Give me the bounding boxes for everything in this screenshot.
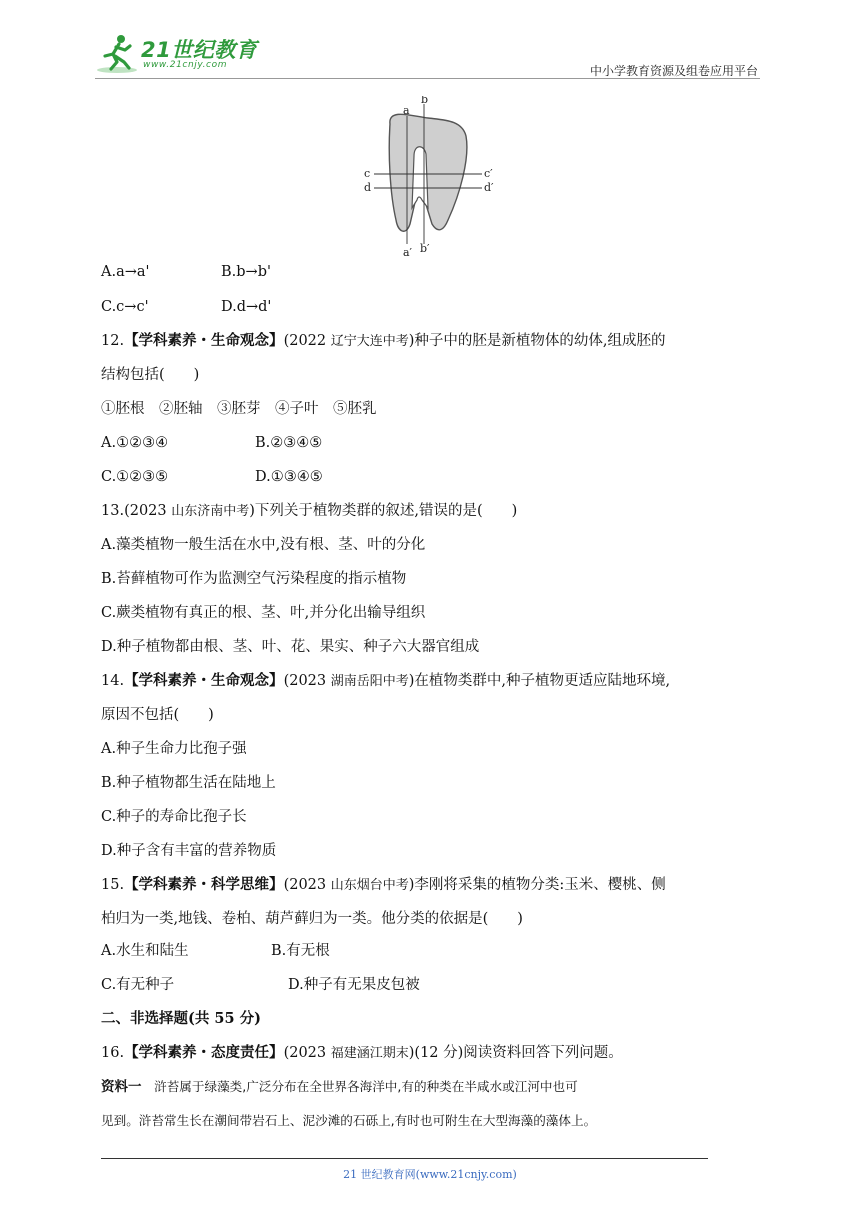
- q12-options-row2: [101, 467, 323, 487]
- label-c: c: [364, 167, 371, 180]
- q14-source-open: (2023: [283, 673, 331, 689]
- q14-option-d[interactable]: D.种子含有丰富的营养物质: [101, 843, 277, 859]
- label-b-prime: b′: [420, 242, 430, 255]
- q16-source-close: ): [408, 1045, 415, 1061]
- q14-stem-line2: 原因不包括( ): [101, 707, 214, 723]
- running-figure-icon: [95, 32, 141, 76]
- q15-stem: 李刚将采集的植物分类:玉米、樱桃、侧: [414, 877, 666, 893]
- q14-tag: 【学科素养・生命观念】: [124, 672, 284, 689]
- q12-source: 辽宁大连中考: [330, 334, 409, 349]
- q15-options-row1: [101, 941, 330, 961]
- q14-source-close: ): [408, 673, 415, 689]
- q13-stem: [101, 501, 517, 522]
- q16-source: 福建涵江期末: [330, 1046, 409, 1061]
- q13-number: 13.: [101, 503, 125, 519]
- pulp-cavity: [412, 147, 428, 208]
- label-c-prime: c′: [484, 167, 493, 180]
- q11-options-row2: [101, 297, 271, 317]
- q12-option-b[interactable]: B.②③④⑤: [255, 435, 323, 451]
- q11-option-a[interactable]: A.a→a': [101, 264, 150, 280]
- q16-material-label: 资料一: [101, 1079, 142, 1095]
- logo-text: 21世纪教育: [141, 38, 258, 62]
- footer-text[interactable]: 21 世纪教育网(www.21cnjy.com): [343, 1168, 517, 1181]
- q15-number: 15.: [101, 877, 125, 893]
- label-a: a: [403, 104, 410, 117]
- q15-option-a[interactable]: A.水生和陆生: [101, 943, 189, 959]
- footer-divider: [101, 1158, 708, 1159]
- q12-source-open: (2022: [283, 333, 331, 349]
- q13-option-d[interactable]: D.种子植物都由根、茎、叶、花、果实、种子六大器官组成: [101, 639, 480, 655]
- q11-option-d[interactable]: D.d→d': [221, 299, 272, 315]
- q14-source: 湖南岳阳中考: [330, 674, 409, 689]
- q11-options-row1: [101, 262, 271, 282]
- q15-option-d[interactable]: D.种子有无果皮包被: [288, 977, 420, 993]
- q16-stem-text: (12 分)阅读资料回答下列问题。: [414, 1045, 623, 1061]
- page-header: [95, 32, 760, 80]
- label-d: d: [364, 181, 372, 194]
- q15-option-c[interactable]: C.有无种子: [101, 977, 175, 993]
- q15-options-row2: [101, 975, 420, 995]
- q13-source-open: (2023: [124, 503, 172, 519]
- tooth-diagram: [360, 96, 500, 261]
- label-d-prime: d′: [484, 181, 494, 194]
- q15-tag: 【学科素养・科学思维】: [124, 876, 284, 893]
- q12-stem-line2: 结构包括( ): [101, 367, 200, 383]
- q15-option-b[interactable]: B.有无根: [271, 943, 330, 959]
- q16-material-line1: [101, 1077, 578, 1097]
- q12-option-c[interactable]: C.①②③⑤: [101, 469, 169, 485]
- q11-option-c[interactable]: C.c→c': [101, 299, 149, 315]
- q14-stem: 在植物类群中,种子植物更适应陆地环境,: [414, 673, 671, 689]
- q13-source: 山东济南中考: [171, 504, 250, 519]
- q13-stem-text: 下列关于植物类群的叙述,错误的是( ): [254, 503, 518, 519]
- q15-stem-line1: [101, 875, 666, 896]
- q14-option-b[interactable]: B.种子植物都生活在陆地上: [101, 775, 276, 791]
- q12-tag: 【学科素养・生命观念】: [124, 332, 284, 349]
- platform-name: 中小学教育资源及组卷应用平台: [589, 64, 758, 78]
- header-divider: [95, 78, 760, 79]
- q15-source-close: ): [408, 877, 415, 893]
- label-b: b: [421, 96, 429, 106]
- q12-stem-line1: [101, 331, 666, 352]
- q15-source-open: (2023: [283, 877, 331, 893]
- q14-option-c[interactable]: C.种子的寿命比孢子长: [101, 809, 247, 825]
- q13-option-c[interactable]: C.蕨类植物有真正的根、茎、叶,并分化出输导组织: [101, 605, 426, 621]
- section-heading: 二、非选择题(共 55 分): [101, 1010, 261, 1027]
- q16-tag: 【学科素养・态度责任】: [124, 1044, 284, 1061]
- q14-option-a[interactable]: A.种子生命力比孢子强: [101, 741, 247, 757]
- q12-option-a[interactable]: A.①②③④: [101, 435, 169, 451]
- site-logo[interactable]: [95, 32, 265, 76]
- logo-url: www.21cnjy.com: [143, 60, 228, 70]
- q16-number: 16.: [101, 1045, 125, 1061]
- q16-source-open: (2023: [283, 1045, 331, 1061]
- q12-items: ①胚根 ②胚轴 ③胚芽 ④子叶 ⑤胚乳: [101, 401, 377, 417]
- tooth-outline: [389, 114, 467, 231]
- q16-material-text1: 浒苔属于绿藻类,广泛分布在全世界各海洋中,有的种类在半咸水或江河中也可: [141, 1079, 578, 1094]
- q12-options-row1: [101, 433, 322, 453]
- label-a-prime: a′: [403, 246, 413, 259]
- tooth-section-figure: [360, 96, 500, 261]
- q16-material-line2: 见到。浒苔常生长在潮间带岩石上、泥沙滩的石砾上,有时也可附生在大型海藻的藻体上。: [101, 1113, 597, 1128]
- q11-option-b[interactable]: B.b→b': [221, 264, 271, 280]
- q12-source-close: ): [408, 333, 415, 349]
- q15-stem-line2: 柏归为一类,地钱、卷柏、葫芦藓归为一类。他分类的依据是( ): [101, 911, 523, 927]
- q15-source: 山东烟台中考: [330, 878, 409, 893]
- q13-source-close: ): [249, 503, 255, 519]
- q13-option-b[interactable]: B.苔藓植物可作为监测空气污染程度的指示植物: [101, 571, 407, 587]
- q12-option-d[interactable]: D.①③④⑤: [255, 469, 323, 485]
- q12-stem: 种子中的胚是新植物体的幼体,组成胚的: [414, 333, 666, 349]
- q12-number: 12.: [101, 333, 125, 349]
- q14-number: 14.: [101, 673, 125, 689]
- q13-option-a[interactable]: A.藻类植物一般生活在水中,没有根、茎、叶的分化: [101, 537, 426, 553]
- q14-stem-line1: [101, 671, 670, 692]
- q16-stem: [101, 1043, 623, 1064]
